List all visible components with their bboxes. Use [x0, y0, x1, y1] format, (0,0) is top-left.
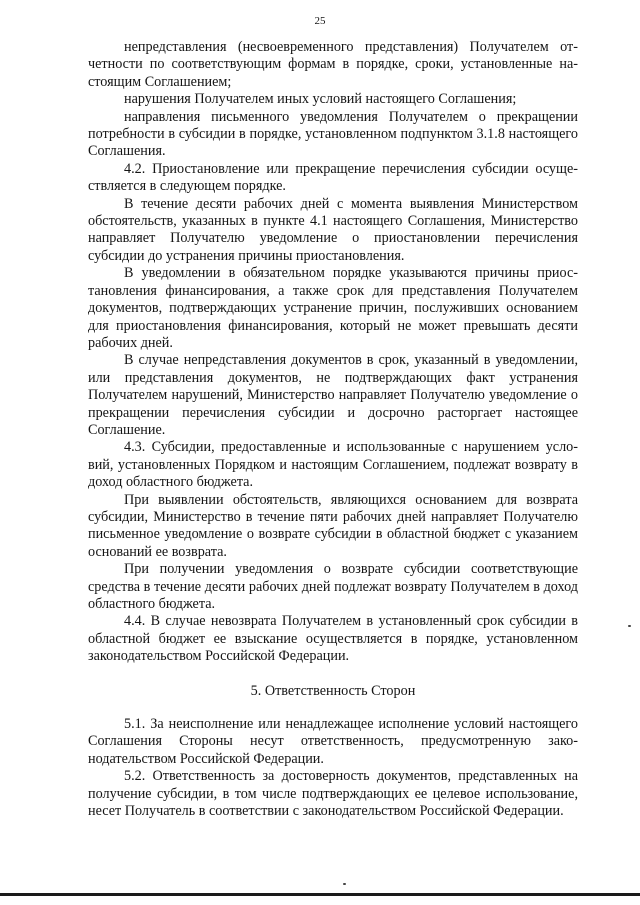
paragraph-5-1: 5.1. За неисполнение или ненадлежащее исполнение условий настоящего Соглашения Стороны несут ответственность, предусмотренную законодательством Российской Федерации. [88, 716, 578, 767]
bottom-scan-edge [0, 893, 640, 896]
paragraph-return-funds: При получении уведомления о возврате субсидии соответствующие средства в течение десяти рабочих дней подлежат возврату Получателем в доход областного бюджета. [88, 561, 578, 612]
paragraph-violation-conditions: нарушения Получателем иных условий настоящего Соглашения; [124, 91, 517, 108]
paragraph-notice-reasons: В уведомлении в обязательном порядке указываются причины приостановления финансирования, а также срок для представления Получателем документов, подтверждающих устранение причин, послуживших основанием для приостановления финансирования, который не может превышать десяти рабочих дней. [88, 265, 578, 351]
paragraph-4-3: 4.3. Субсидии, предоставленные и использованные с нарушением условий, установленных Порядком и настоящим Соглашением, подлежат возврату в доход областного бюджета. [88, 439, 578, 491]
paragraph-4-2: 4.2. Приостановление или прекращение перечисления субсидии осуществляется в следующем порядке. [88, 160, 578, 195]
scan-speck [628, 625, 631, 627]
paragraph-termination: В случае непредставления документов в срок, указанный в уведомлении, или представления документов, не подтверждающих факт устранения Получателем нарушений, Министерство направляет Получателю уведомление о прекращении перечисления субсидии и досрочно расторгает настоящее Соглашение. [88, 352, 578, 438]
paragraph-written-notice: направления письменного уведомления Получателем о прекращении потребности в субсидии в порядке, установленном подпунктом 3.1.8 настоящего Соглашения. [88, 108, 578, 160]
scan-speck [343, 883, 346, 885]
paragraph-ten-days-notice: В течение десяти рабочих дней с момента выявления Министерством обстоятельств, указанных в пункте 4.1 настоящего Соглашения, Министерство направляет Получателю уведомление о приостановлении перечисления субсидии до устранения причины приостановления. [88, 195, 578, 264]
paragraph-5-2: 5.2. Ответственность за достоверность документов, представленных на получение субсидии, в том числе подтверждающих ее целевое использование, несет Получатель в соответствии с законодательством Российской Федерации. [88, 768, 578, 820]
section-5-title: 5. Ответственность Сторон [250, 682, 416, 699]
paragraph-return-notice: При выявлении обстоятельств, являющихся основанием для возврата субсидии, Министерство в течение пяти рабочих дней направляет Получателю письменное уведомление о возврате субсидии в областной бюджет с указанием оснований ее возврата. [88, 491, 578, 560]
document-body [88, 39, 578, 820]
page-number: 25 [314, 15, 326, 27]
paragraph-4-4: 4.4. В случае невозврата Получателем в установленный срок субсидии в областной бюджет ее взыскание осуществляется в порядке, установленном законодательством Российской Федерации. [88, 613, 578, 665]
paragraph-nonsubmission-reports: непредставления (несвоевременного представления) Получателем отчетности по соответствующим формам в порядке, сроки, установленные настоящим Соглашением; [88, 39, 578, 90]
